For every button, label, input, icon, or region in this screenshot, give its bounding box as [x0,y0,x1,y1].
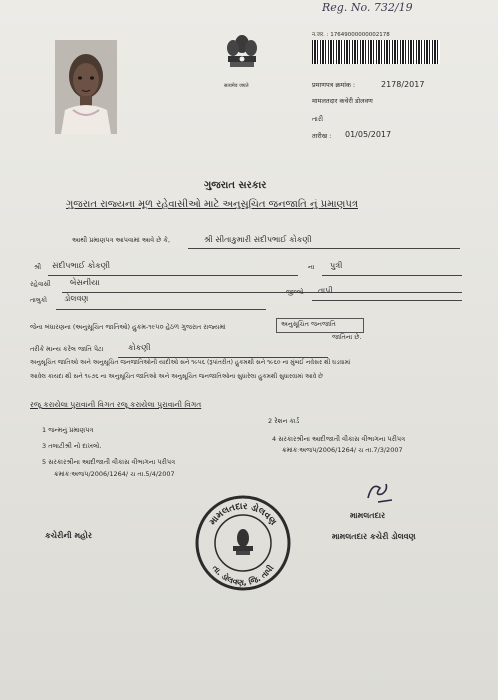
relation-prefix: ના [308,263,315,271]
evidence-item-5-ref: ક્રમાંકઃઅજપ/2006/1264/ ચ તા.5/4/2007 [54,470,175,478]
relation: પુત્રી [330,261,343,270]
person-name: શ્રી સીતાકુમારી સંદીપભાઈ કોકણી [204,235,312,244]
evidence-item-1: 1 જન્મનું પ્રમાણપત્ર [42,426,94,434]
tribe: કોકણી [128,343,151,352]
seal-top-text: મામલતદાર ડોલવણ [208,501,278,528]
district: તાપી [318,286,333,295]
taluka: ડોલવણ [64,294,89,303]
evidence-item-5: 5 સરકારશ્રીના આદીજાતી વીકાસ વીભાગના પરીપત્ર [42,458,176,466]
father-prefix: શ્રી [34,263,42,271]
signatory-office: મામલતદાર કચેરી ડોલવણ [332,532,416,541]
evidence-item-4-ref: ક્રમાંકઃઅજપ/2006/1264/ ચ તા.7/3/2007 [282,446,403,454]
paragraph-line-1: અનુસૂચિત જાતિઓ અને અનુસૂચિત જનજાતિઓની યાદીઓ સને ૧૯૫૬ (રૂપાંતરીત) હુકમથી સને ૧૯૬૦ ના મુંબઈ નવેસર થી ઘડવામાં [30,359,351,366]
emblem-caption: सत्यमेव जयते [224,83,249,89]
father-name: સંદીપભાઈ કોકણી [52,261,111,270]
issue-date: 01/05/2017 [345,130,392,139]
issuing-office: मामलतदार कचेरी डोलवण [312,97,373,105]
signature [362,478,402,506]
taluka-label: તાલુકો [30,296,48,304]
ashoka-emblem-icon [220,30,264,82]
barcode [312,40,440,64]
paragraph-line-2: આવેલ કાયદા થી સને ૧૯૭૬ ના અનુસૂચિત જાતિઓ અને અનુસૂચિત જનજાતિઓના સુધારેલા હુકમથી સુધારવામાં આવે છે [30,373,323,380]
applicant-photo [55,40,117,134]
order-text: જેના બંધારણના (અનુસૂચિત જાતિઓ) હુકમ-૧૯૫૦ હેઠળ ગુજરાત રાજ્યમાં [30,323,226,331]
certificate-no: 2178/2017 [381,80,425,89]
evidence-item-2: 2 રેશન કાર્ડ [268,417,300,425]
recognized-prefix: તરીકે માન્ય કરેલ જાતિ પેટા [30,345,104,353]
tari-label: તારી [312,115,324,123]
village: બેસનીયા [70,278,100,287]
intro-text: આથી પ્રમાણપત્ર આપવામાં આવે છે કે, [72,236,171,244]
evidence-heading: રજૂ કરાયેલા પુરાવાની વિગત રજૂ કરાયેલા પુરાવાની વિગત [30,400,202,409]
signatory-title: મામલતદાર [350,511,386,520]
evidence-item-3: 3 તલાટીશ્રી નો દાખલો. [42,442,102,450]
office-seal [194,494,292,592]
office-seal-label: કચેરીની મહોર [45,531,92,540]
certificate-no-label: प्रमाणपत्र क्रमांक : [312,81,356,89]
government-title: ગુજરાત સરકાર [204,180,267,191]
certificate-title: ગુજરાત રાજ્યના મૂળ રહેવાસીઓ માટે અનુસૂચિત જનજાતિ નું પ્રમાણપત્ર [66,199,358,210]
reg-number: Reg. No. 732/19 [322,1,413,14]
seal-bottom-text: તા. ડોલવણ, જિ. તાપી [210,563,276,588]
evidence-item-4: 4 સરકારશ્રીના આદીજાતી વીકાસ વીભાગના પરીપત્ર [272,435,406,443]
recognized-suffix: જાતિના છે. [332,333,362,341]
date-label: तारीख : [312,132,332,140]
barcode-number: न.जर. : 17649000000002178 [312,32,390,38]
category: અનુસૂચિત જનજાતિ [281,320,336,328]
resident-label: રહેવાસી [30,280,51,288]
district-label: જીલ્લો [286,288,304,296]
